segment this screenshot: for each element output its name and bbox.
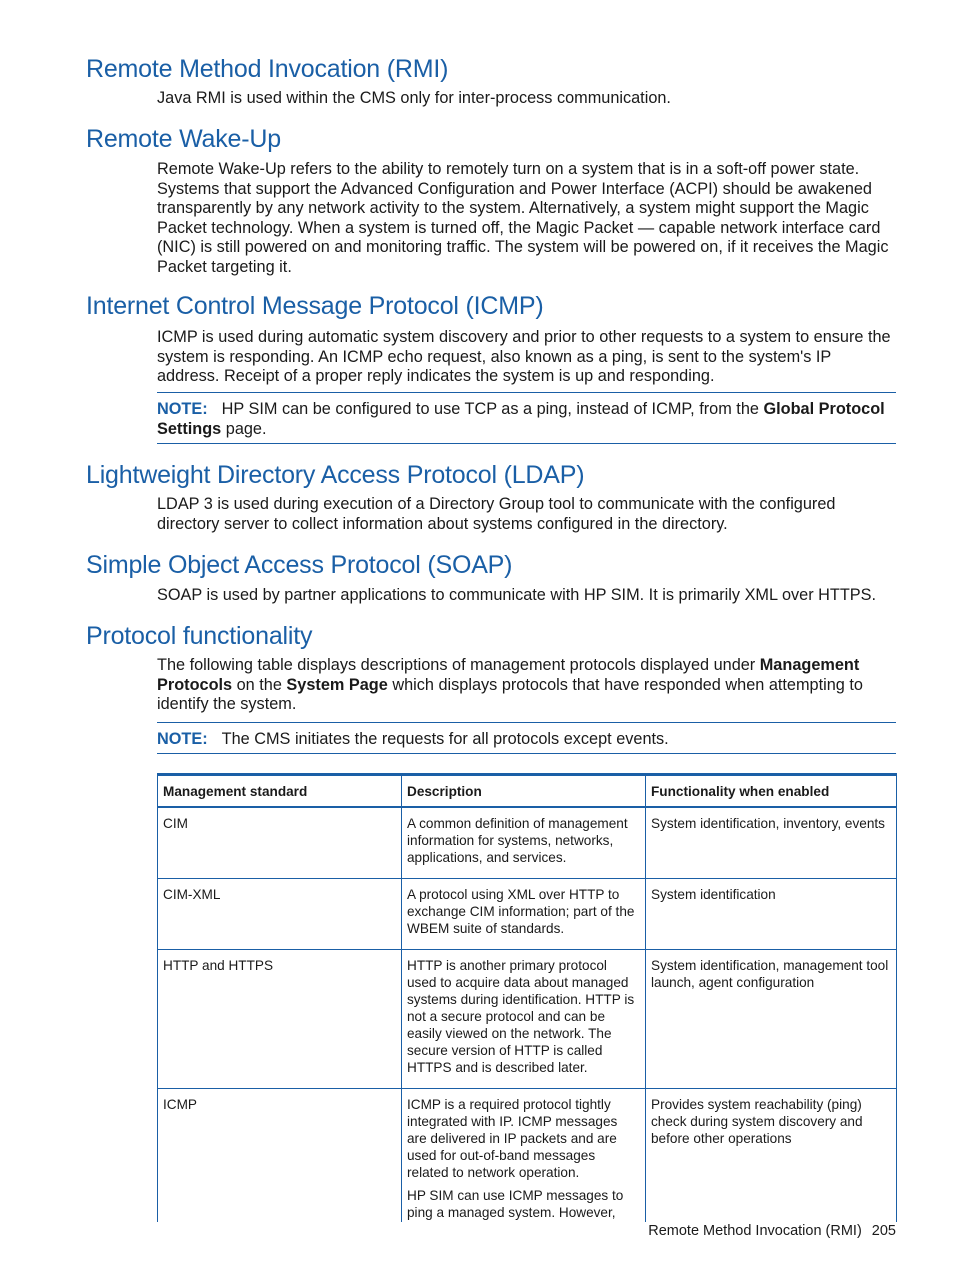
bold-system-page: System Page (286, 675, 388, 694)
table-row (158, 950, 897, 1089)
note-protocol-functionality (157, 722, 896, 754)
text-pre: The following table displays descriptions of management protocols displayed under (157, 656, 760, 674)
header-description: Description (402, 775, 646, 808)
note-label: NOTE: (157, 730, 208, 748)
note-text-post: page. (221, 420, 267, 438)
note-bold-global-protocol-settings: Global Protocol Settings (157, 400, 885, 438)
cell-functionality: System identification, management tool launch, agent configuration (646, 950, 897, 1089)
footer-title: Remote Method Invocation (RMI) (648, 1223, 862, 1239)
section-heading-icmp: Internet Control Message Protocol (ICMP) (86, 292, 544, 320)
table-row (158, 879, 897, 950)
text-post: which displays protocols that have responded when attempting to identify the system. (157, 675, 863, 713)
cell-description: HTTP is another primary protocol used to acquire data about managed systems during identification. HTTP is not a secure protocol and can be easily viewed on the network. The secure version of HTTP is called HTTPS and is described later. (402, 950, 646, 1089)
table-row (158, 807, 897, 879)
cell-functionality: Provides system reachability (ping) check during system discovery and before other operations (646, 1089, 897, 1223)
note-icmp (157, 392, 896, 444)
cell-description-para2: HP SIM can use ICMP messages to ping a managed system. However, (407, 1188, 624, 1220)
section-heading-remote-wake-up: Remote Wake-Up (86, 125, 281, 153)
text-mid: on the (232, 675, 287, 694)
section-text-soap: SOAP is used by partner applications to communicate with HP SIM. It is primarily XML over HTTPS. (157, 586, 877, 604)
cell-standard: HTTP and HTTPS (158, 950, 402, 1089)
section-text-ldap: LDAP 3 is used during execution of a Directory Group tool to communicate with the configured directory server to collect information about systems configured in the directory. (157, 495, 836, 533)
section-heading-rmi: Remote Method Invocation (RMI) (86, 55, 449, 83)
bold-management-protocols: Management Protocols (157, 656, 860, 694)
section-text-protocol-functionality (157, 656, 897, 715)
section-heading-soap: Simple Object Access Protocol (SOAP) (86, 551, 513, 579)
cell-functionality: System identification, inventory, events (646, 807, 897, 879)
section-text-icmp: ICMP is used during automatic system discovery and prior to other requests to a system to ensure the system is responding. An ICMP echo request, also known as a ping, is sent to the system's IP address. Receipt of a proper reply indicates the system is up and responding. (157, 328, 891, 385)
header-management-standard: Management standard (158, 775, 402, 808)
section-heading-protocol-functionality: Protocol functionality (86, 622, 313, 650)
protocol-table (157, 773, 897, 1222)
page-number: 205 (871, 1223, 896, 1239)
note-text-pre: HP SIM can be configured to use TCP as a ping, instead of ICMP, from the (221, 400, 764, 418)
header-functionality: Functionality when enabled (646, 775, 897, 808)
cell-description-para1: ICMP is a required protocol tightly integrated with IP. ICMP messages are delivered in IP packets and are used for out-of-band messages related to network operation. (407, 1097, 618, 1180)
note-label: NOTE: (157, 400, 208, 418)
section-heading-ldap: Lightweight Directory Access Protocol (LDAP) (86, 461, 585, 489)
cell-standard: CIM-XML (158, 879, 402, 950)
cell-description (402, 1089, 646, 1223)
section-text-remote-wake-up: Remote Wake-Up refers to the ability to remotely turn on a system that is in a soft-off power state. Systems that support the Advanced Configuration and Power Interface (ACPI) should be awakened transparently by any network activity to the system. Alternatively, a system might support the Magic Packet technology. When a system is turned off, the Magic Packet — capable network interface card (NIC) is still powered on and monitoring traffic. The system will be powered on, if it receives the Magic Packet targeting it. (157, 160, 889, 276)
table-header-row (158, 775, 897, 808)
cell-functionality: System identification (646, 879, 897, 950)
cell-standard: ICMP (158, 1089, 402, 1223)
page-footer (648, 1222, 896, 1240)
note-text: The CMS initiates the requests for all protocols except events. (221, 730, 669, 748)
cell-description: A protocol using XML over HTTP to exchange CIM information; part of the WBEM suite of standards. (402, 879, 646, 950)
section-text-rmi: Java RMI is used within the CMS only for inter-process communication. (157, 89, 671, 107)
table-row (158, 1089, 897, 1223)
cell-description: A common definition of management information for systems, networks, applications, and services. (402, 807, 646, 879)
cell-standard: CIM (158, 807, 402, 879)
